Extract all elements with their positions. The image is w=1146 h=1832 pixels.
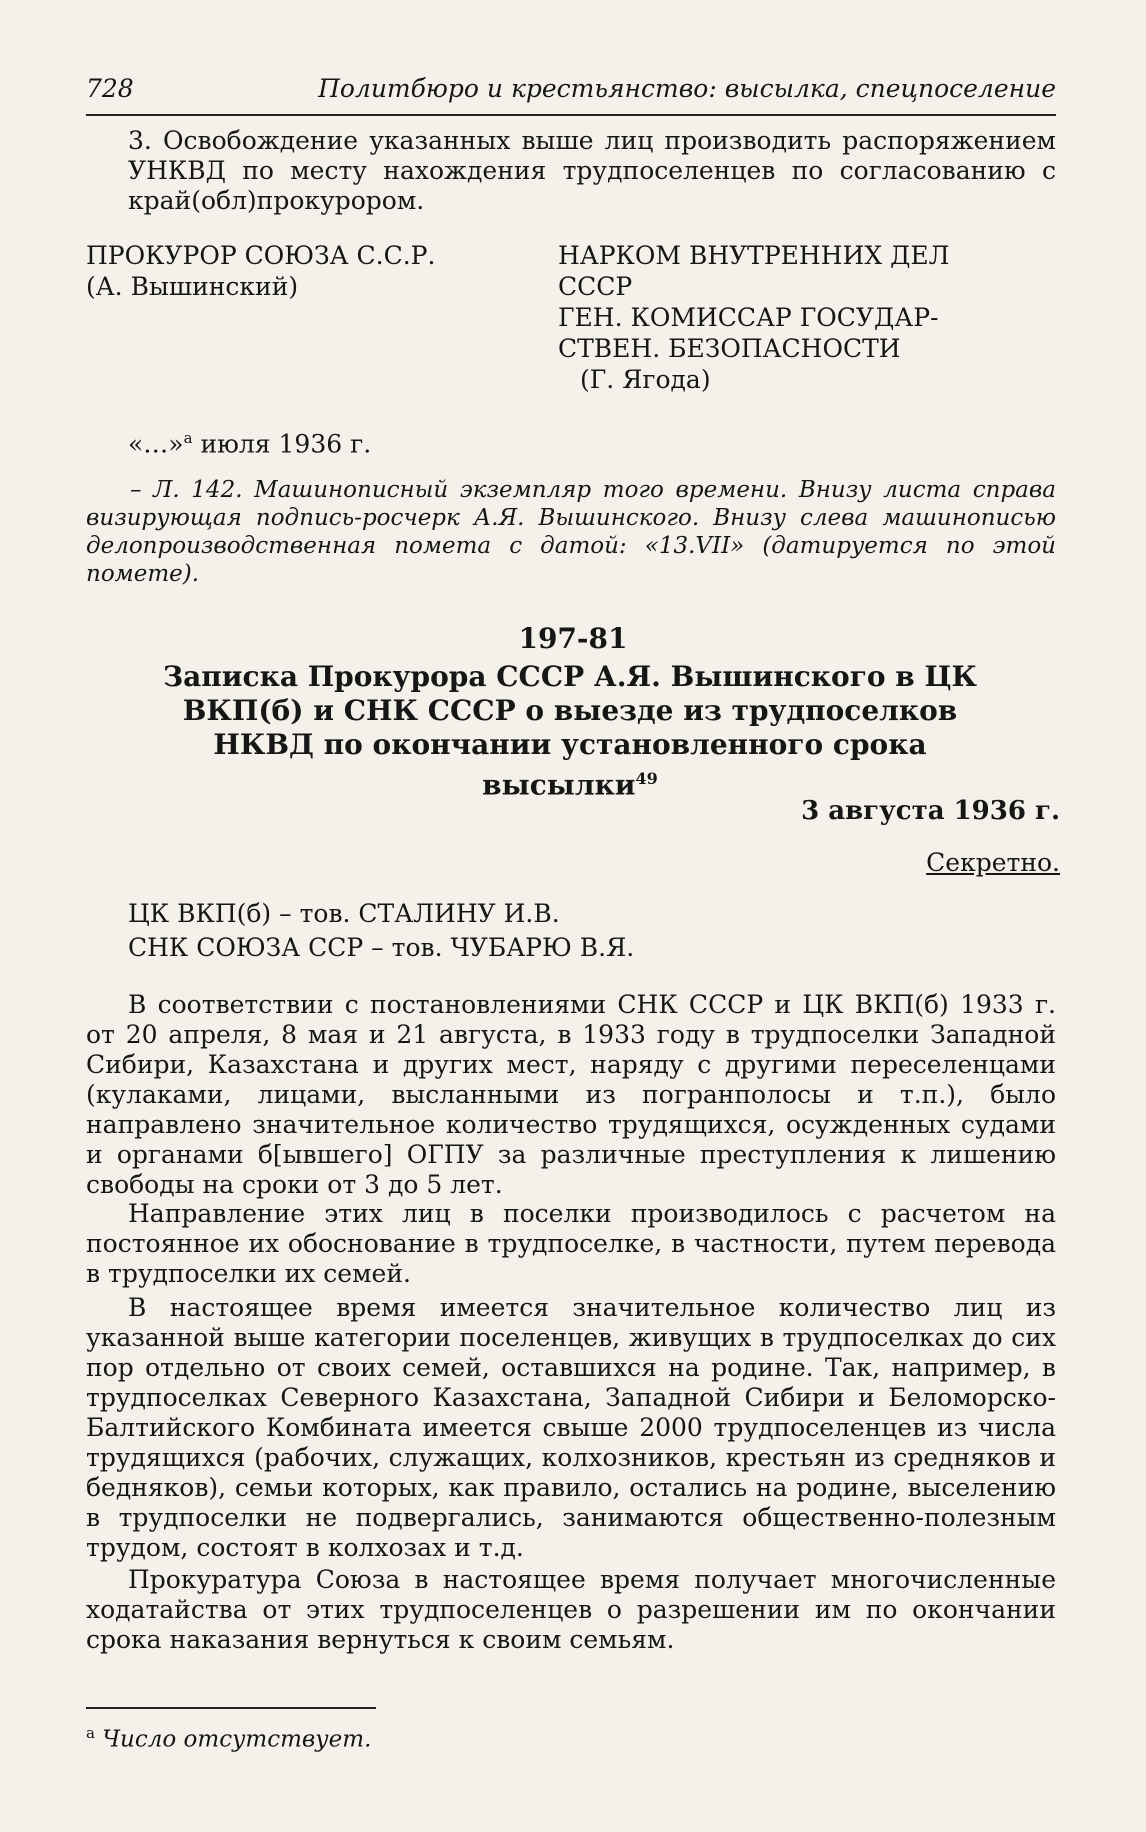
date-footnote-marker: а <box>183 429 193 447</box>
body-paragraph-4: Прокуратура Союза в настоящее время получает многочисленные ходатайства от этих трудпоселенцев о разрешении им по окончании срока наказания вернуться к своим семьям. <box>86 1565 1056 1654</box>
classification-label: Секретно. <box>926 848 1060 877</box>
narkom-line-2: СССР <box>558 272 633 301</box>
narkom-line-3: ГЕН. КОМИССАР ГОСУДАР- <box>558 303 939 332</box>
title-note-ref: 49 <box>635 769 658 788</box>
document-title <box>140 660 1000 802</box>
footnote-divider <box>86 1707 376 1709</box>
footnote <box>86 1724 371 1753</box>
body-paragraph-3: В настоящее время имеется значительное количество лиц из указанной выше категории поселенцев, живущих в трудпоселках до сих пор отдельно от своих семей, оставшихся на родине. Так, например, в трудпоселках Северного Казахстана, Западной Сибири и Беломорско-Балтийского Комбината имеется свыше 2000 трудпоселенцев из числа трудящихся (рабочих, служащих, колхозников, крестьян из средняков и бедняков), семьи которых, как правило, остались на родине, выселению в трудпоселки не подвергались, занимаются общественно-полезным трудом, состоят в колхозах и т.д. <box>86 1293 1056 1562</box>
page-number: 728 <box>86 74 134 103</box>
archival-note: – Л. 142. Машинописный экземпляр того времени. Внизу листа справа визирующая подпись-росчерк А.Я. Вышинского. Внизу слева машинописью делопроизводственная помета с датой: «13.VII» (датируется по этой помете). <box>86 477 1056 587</box>
running-title: Политбюро и крестьянство: высылка, спецпоселение <box>318 74 1056 103</box>
date-prefix: «…» <box>128 429 184 459</box>
document-date: 3 августа 1936 г. <box>801 796 1060 826</box>
body-paragraph-2: Направление этих лиц в поселки производилось с расчетом на постоянное их обоснование в трудпоселке, в частности, путем перевода в трудпоселки их семей. <box>86 1199 1056 1288</box>
narkom-line-4: СТВЕН. БЕЗОПАСНОСТИ <box>558 334 901 363</box>
addressee-1: ЦК ВКП(б) – тов. СТАЛИНУ И.В. <box>128 899 560 928</box>
prosecutor-title: ПРОКУРОР СОЮЗА С.С.Р. <box>86 241 436 270</box>
footnote-text: Число отсутствует. <box>102 1726 372 1753</box>
prosecutor-name: (А. Вышинский) <box>86 272 299 301</box>
body-paragraph-1: В соответствии с постановлениями СНК СССР и ЦК ВКП(б) 1933 г. от 20 апреля, 8 мая и 21 августа, в 1933 году в трудпоселки Западной Сибири, Казахстана и других мест, наряду с другими переселенцами (кулаками, лицами, высланными из погранполосы и т.п.), было направлено значительное количество трудящихся, осужденных судами и органами б[ывшего] ОГПУ за различные преступления к лишению свободы на сроки от 3 до 5 лет. <box>86 990 1056 1199</box>
signature-date <box>128 423 371 459</box>
footnote-marker: а <box>86 1724 95 1742</box>
date-suffix: июля 1936 г. <box>192 429 372 459</box>
document-number: 197-81 <box>518 622 628 655</box>
document-title-text: Записка Прокурора СССР А.Я. Вышинского в ЦК ВКП(б) и СНК СССР о выезде из трудпоселков НКВД по окончании установленного срока высылки <box>162 660 978 802</box>
running-header <box>86 70 1056 116</box>
narkom-line-1: НАРКОМ ВНУТРЕННИХ ДЕЛ <box>558 241 950 270</box>
signature-right <box>558 240 950 395</box>
narkom-name: (Г. Ягода) <box>580 365 711 394</box>
addressee-2: СНК СОЮЗА ССР – тов. ЧУБАРЮ В.Я. <box>128 933 635 962</box>
signature-left <box>86 240 435 302</box>
top-paragraph: 3. Освобождение указанных выше лиц производить распоряжением УНКВД по месту нахождения трудпоселенцев по согласованию с край(обл)прокурором. <box>128 126 1056 215</box>
